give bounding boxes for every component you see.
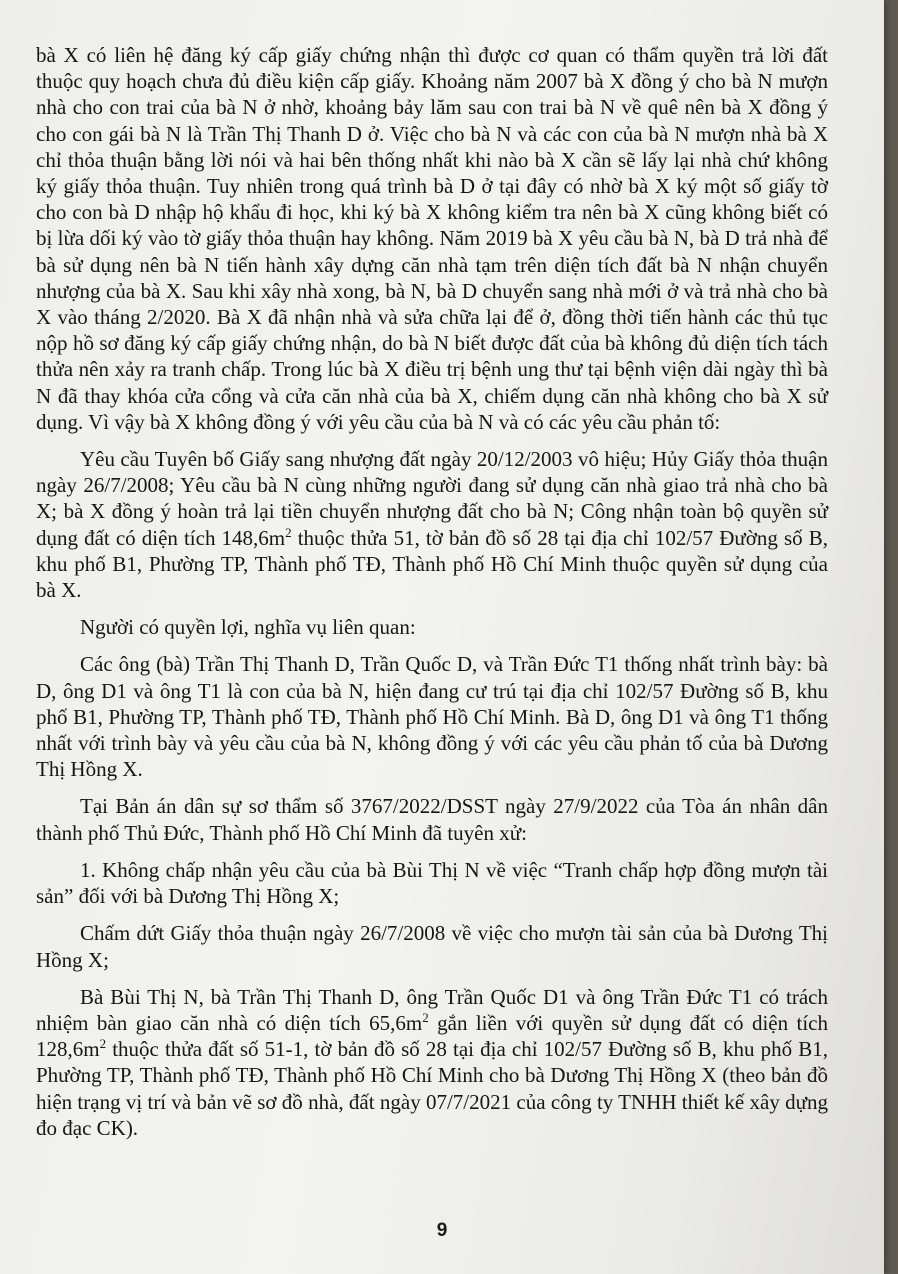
paragraph-3: Người có quyền lợi, nghĩa vụ liên quan: [80,615,416,640]
paragraph-6: 1. Không chấp nhận yêu cầu của bà Bùi Thị N về việc “Tranh chấp hợp đồng mượn tài sản” đối với bà Dương Thị Hồng X; [36,857,828,909]
superscript-two: 2 [99,1036,107,1052]
paragraph-8: Bà Bùi Thị N, bà Trần Thị Thanh D, ông Trần Quốc D1 và ông Trần Đức T1 có trách nhiệm bàn giao căn nhà có diện tích $65,6m^2$ gắn liền với quyền sử dụng đất có diện tích $128,6m^2$ thuộc thửa đất số 51-1, tờ bản đồ số 28 tại địa chỉ 102/57 Đường số B, khu phố B1, Phường TP, Thành phố TĐ, Thành phố Hồ Chí Minh cho bà Dương Thị Hồng X (theo bản đồ hiện trạng vị trí và bản vẽ sơ đồ nhà, đất ngày 07/7/2021 của công ty TNHH thiết kế xây dựng đo đạc CK). [36,984,829,1140]
body-text [36,42,828,1152]
superscript-two: 2 [285,524,292,540]
paragraph-7: Chấm dứt Giấy thỏa thuận ngày 26/7/2008 về việc cho mượn tài sản của bà Dương Thị Hồng X; [36,921,828,972]
page-number: 9 [436,1220,448,1241]
paragraph-5: Tại Bản án dân sự sơ thẩm số 3767/2022/DSST ngày 27/9/2022 của Tòa án nhân dân thành phố Thủ Đức, Thành phố Hồ Chí Minh đã tuyên xử: [36,794,828,845]
superscript-two: 2 [422,1009,429,1025]
paragraph-1: bà X có liên hệ đăng ký cấp giấy chứng nhận thì được cơ quan có thẩm quyền trả lời đất thuộc quy hoạch chưa đủ điều kiện cấp giấy. Khoảng năm 2007 bà X đồng ý cho bà N mượn nhà cho con trai của bà N ở nhờ, khoảng bảy lăm sau con trai bà N về quê nên bà X đồng ý cho con gái bà N là Trần Thị Thanh D ở. Việc cho bà N và các con của bà N mượn nhà bà X chỉ thỏa thuận bằng lời nói và hai bên thống nhất khi nào bà X cần sẽ lấy lại nhà chứ không ký giấy thỏa thuận. Tuy nhiên trong quá trình bà D ở tại đây có nhờ bà X ký một số giấy tờ cho con bà D nhập hộ khẩu đi học, khi ký bà X không kiểm tra nên bà X cũng không biết có bị lừa dối ký vào tờ giấy thỏa thuận hay không. Năm 2019 bà X yêu cầu bà N, bà D trả nhà để bà sử dụng nên bà N tiến hành xây dựng căn nhà tạm trên diện tích đất bà N nhận chuyển nhượng của bà X. Sau khi xây nhà xong, bà N, bà D chuyển sang nhà mới ở và trả nhà cho bà X vào tháng 2/2020. Bà X đã nhận nhà và sửa chữa lại để ở, đồng thời tiến hành các thủ tục nộp hồ sơ đăng ký cấp giấy chứng nhận, do bà N biết được đất của bà không đủ diện tích tách thửa nên xảy ra tranh chấp. Trong lúc bà X điều trị bệnh ung thư tại bệnh viện dài ngày thì bà N đã thay khóa cửa cổng và cửa căn nhà của bà X, chiếm dụng căn nhà không cho bà X sử dụng. Vì vậy bà X không đồng ý với yêu cầu của bà N và có các yêu cầu phản tố: [36,43,828,434]
paragraph-2: Yêu cầu Tuyên bố Giấy sang nhượng đất ngày 20/12/2003 vô hiệu; Hủy Giấy thỏa thuận ngày 26/7/2008; Yêu cầu bà N cùng những người đang sử dụng căn nhà giao trả nhà cho bà X; bà X đồng ý hoàn trả lại tiền chuyển nhượng đất cho bà N; Công nhận toàn bộ quyền sử dụng đất có diện tích $148,6m^2$ thuộc thửa 51, tờ bản đồ số 28 tại địa chỉ 102/57 Đường số B, khu phố B1, Phường TP, Thành phố TĐ, Thành phố Hồ Chí Minh thuộc quyền sử dụng của bà X. [36,447,828,603]
paragraph-4: Các ông (bà) Trần Thị Thanh D, Trần Quốc D, và Trần Đức T1 thống nhất trình bày: bà D, ông D1 và ông T1 là con của bà N, hiện đang cư trú tại địa chỉ 102/57 Đường số B, khu phố B1, Phường TP, Thành phố TĐ, Thành phố Hồ Chí Minh. Bà D, ông D1 và ông T1 thống nhất với trình bày và yêu cầu của bà N, không đồng ý với các yêu cầu phản tố của bà Dương Thị Hồng X. [36,652,828,782]
